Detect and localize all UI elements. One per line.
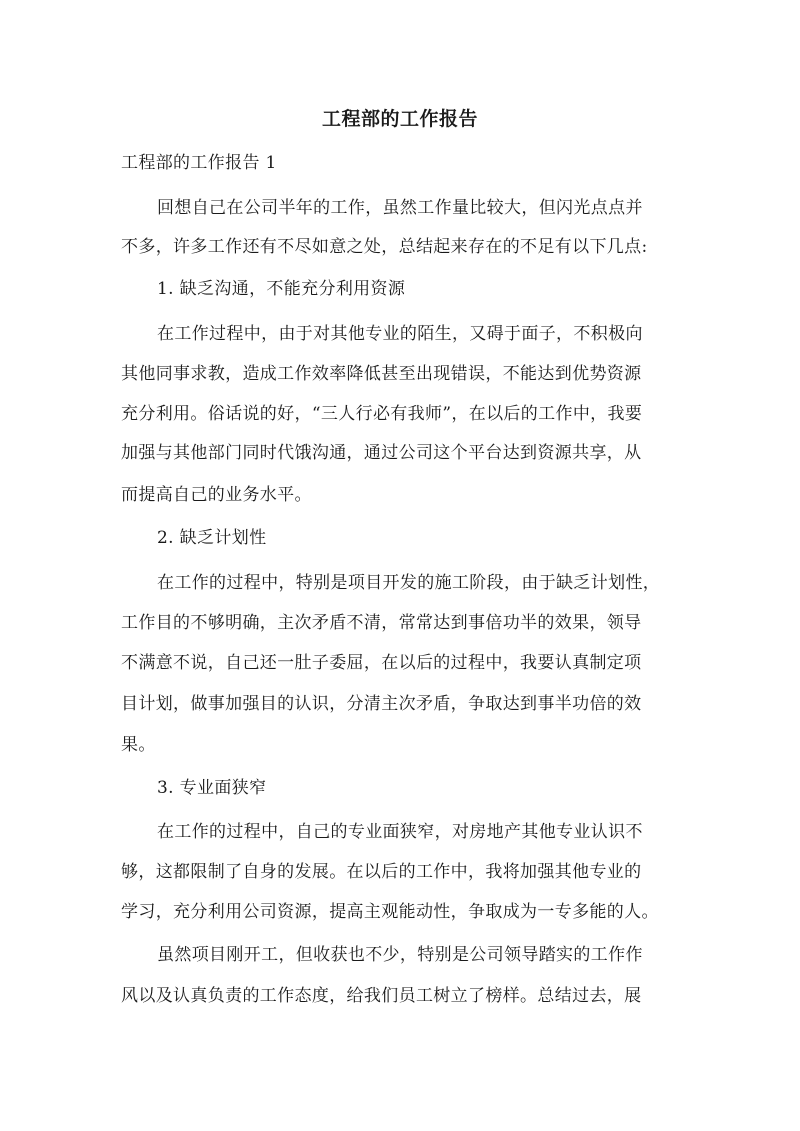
paragraph-line: 学习，充分利用公司资源，提高主观能动性，争取成为一专多能的人。 xyxy=(121,902,659,922)
paragraph-line: 回想自己在公司半年的工作，虽然工作量比较大，但闪光点点并 xyxy=(157,198,643,218)
paragraph-line: 不满意不说，自己还一肚子委屈，在以后的过程中，我要认真制定项 xyxy=(121,653,642,673)
paragraph-line: 在工作的过程中，特别是项目开发的施工阶段，由于缺乏计划性， xyxy=(157,573,661,593)
paragraph-line: 风以及认真负责的工作态度，给我们员工树立了榜样。总结过去，展 xyxy=(121,986,642,1006)
paragraph-line: 而提高自己的业务水平。 xyxy=(121,485,312,505)
report-subtitle: 工程部的工作报告 1 xyxy=(121,153,277,173)
paragraph-line: 果。 xyxy=(121,735,156,755)
paragraph-line: 在工作过程中，由于对其他专业的陌生，又碍于面子，不积极向 xyxy=(157,324,643,344)
paragraph-line: 在工作的过程中，自己的专业面狭窄，对房地产其他专业认识不 xyxy=(157,822,643,842)
paragraph-line: 工作目的不够明确，主次矛盾不清，常常达到事倍功半的效果，领导 xyxy=(121,613,642,633)
paragraph-line: 够，这都限制了自身的发展。在以后的工作中，我将加强其他专业的 xyxy=(121,862,642,882)
paragraph-line: 其他同事求教，造成工作效率降低甚至出现错误，不能达到优势资源 xyxy=(121,364,642,384)
paragraph-line: 目计划，做事加强目的认识，分清主次矛盾，争取达到事半功倍的效 xyxy=(121,694,642,714)
paragraph-line: 加强与其他部门同时代饿沟通，通过公司这个平台达到资源共享，从 xyxy=(121,443,642,463)
section-heading-2: 2. 缺乏计划性 xyxy=(157,528,267,548)
section-heading-3: 3. 专业面狭窄 xyxy=(157,778,267,798)
paragraph-line: 虽然项目刚开工，但收获也不少，特别是公司领导踏实的工作作 xyxy=(157,945,643,965)
document-title: 工程部的工作报告 xyxy=(321,108,478,130)
paragraph-line: 充分利用。俗话说的好，“三人行必有我师”，在以后的工作中，我要 xyxy=(121,404,643,424)
paragraph-line: 不多，许多工作还有不尽如意之处，总结起来存在的不足有以下几点: xyxy=(121,237,648,257)
section-heading-1: 1. 缺乏沟通，不能充分利用资源 xyxy=(157,279,406,299)
